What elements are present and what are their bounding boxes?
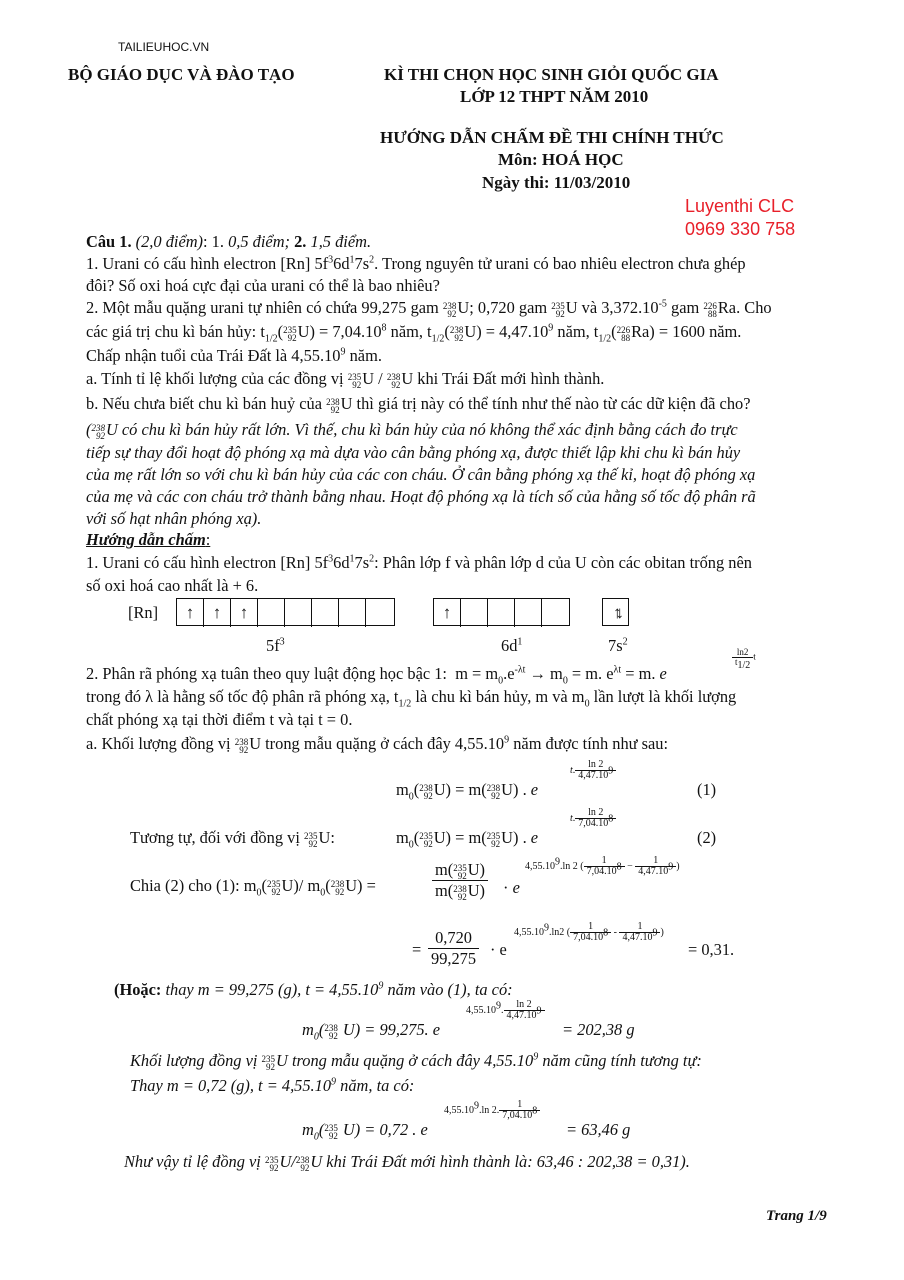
note-line2: tiếp sự thay đổi hoạt độ phóng xạ mà dựa vào cân bằng phóng xạ, được thiết lập khi chu kì bán hủy	[86, 443, 741, 462]
orbital-5f-8	[366, 599, 394, 627]
alt-line2: Khối lượng đồng vị 235 92 U trong mẫu quặng ở cách đây 4,55.10$^9$ năm cũng tính tương tự:	[130, 1051, 702, 1072]
orbital-7s-label: $7s^2$	[608, 636, 628, 655]
note-line4: của mẹ và các con cháu trở thành bằng nhau. Hoạt độ phóng xạ là tích số của hằng số tốc độ phân rã	[86, 487, 756, 506]
watermark-phone: 0969 330 758	[685, 219, 796, 239]
equation-2: $m_0$( 235 92 U) = m( 235 92 U) . e	[396, 828, 539, 851]
watermark-name: Luyenthi CLC	[685, 196, 795, 216]
q2a-text: a. Tính tỉ lệ khối lượng của các đồng vị 235 92 U / 238 92 U khi Trái Đất mới hình thành.	[86, 369, 605, 390]
guide-title: HƯỚNG DẪN CHẤM ĐỀ THI CHÍNH THỨC	[380, 128, 724, 147]
a2-line1: 2. Phân rã phóng xạ tuân theo quy luật động học bậc 1: $m = m_0.e^{-\lambda t} \to m_0 = m$. $e^{\lambda t} = m$. e	[86, 664, 667, 687]
orbital-5f-3: ↑	[231, 599, 258, 627]
q2-text-line2: các giá trị chu kì bán hủy: $t_{1/2}$( 235 92 $U) = 7,04.10^8$ năm, $t_{1/2}$( 238 92 $U) = 4,47.10^9$ năm, $t_{1/2}$( 226 88 Ra) = 1600 năm.	[86, 322, 742, 345]
decay-exponent: $\frac{\ln 2}{t_{1/2}}$ t	[732, 648, 756, 667]
question-heading: Câu 1. (2,0 điểm): 1. 0,5 điểm; 2. 1,5 điểm.	[86, 232, 372, 251]
q2-text-line1: 2. Một mẫu quặng urani tự nhiên có chứa 99,275 gam 238 92 U; 0,720 gam 235 92 U và $3,372.10^{-5}$ gam 226 88 Ra. Cho	[86, 298, 772, 319]
orbital-5f-box	[176, 598, 395, 626]
site-name: TAILIEUHOC.VN	[118, 40, 210, 54]
orbital-6d-3	[488, 599, 515, 627]
page-number: Trang 1/9	[766, 1208, 827, 1224]
orbital-5f-1: ↑	[177, 599, 204, 627]
equation-4-fraction: $\frac{0,720}{99,275}$	[428, 928, 479, 969]
equation-4-eq: =	[412, 940, 422, 959]
equation-3-dot: · e	[503, 878, 520, 897]
orbital-6d-box	[433, 598, 570, 626]
note-line3: của mẹ rất lớn so với chu kì bán hủy của các con cháu. Ở cân bằng phóng xạ thế kỉ, hoạt độ phóng xạ	[86, 465, 756, 484]
equation-2-label: (2)	[697, 828, 717, 847]
alt-equation-2-result: = 63,46 g	[566, 1120, 631, 1139]
orbital-7s-box	[602, 598, 629, 626]
alt-equation-2-exponent: 4,55.10$^9$.ln 2. $\frac{1}{7,04.10^8}$	[444, 1100, 540, 1121]
equation-3-lead: Chia (2) cho (1): $m_0$( 235 92 U)/ $m_0$( 238 92 U) =	[130, 876, 376, 899]
orbital-core-label: [Rn]	[128, 603, 159, 622]
orbital-5f-4	[258, 599, 285, 627]
orbital-6d-4	[515, 599, 542, 627]
ministry-name: BỘ GIÁO DỤC VÀ ĐÀO TẠO	[68, 65, 295, 84]
a1-line1: 1. Urani có cấu hình electron [Rn] $5f^36d^17s^2$: Phân lớp f và phân lớp d của U còn các obitan trống nên	[86, 553, 752, 572]
alt-equation-2: $m_0$( 235 92 U) = 0,72 . e	[302, 1120, 428, 1143]
orbital-6d-2	[461, 599, 488, 627]
orbital-5f-6	[312, 599, 339, 627]
a1-line2: số oxi hoá cao nhất là + 6.	[86, 576, 259, 595]
note-line1: ( 238 92 U có chu kì bán hủy rất lớn. Vì thế, chu kì bán hủy của nó không thể xác định bằng cách đo trực	[86, 420, 738, 441]
orbital-6d-5	[542, 599, 569, 627]
equation-1: $m_0$( 238 92 U) = m( 238 92 U) . e	[396, 780, 539, 803]
equation-1-label: (1)	[697, 780, 717, 799]
orbital-5f-label: $5f^3$	[266, 636, 285, 655]
guide-heading: Hướng dẫn chấm:	[86, 530, 211, 549]
orbital-5f-2: ↑	[204, 599, 231, 627]
equation-2-lead: Tương tự, đối với đồng vị 235 92 U:	[130, 828, 335, 849]
alt-equation-1: $m_0$( 238 92 U) = 99,275. e	[302, 1020, 441, 1043]
note-line5: với số hạt nhân phóng xạ).	[86, 509, 262, 528]
orbital-6d-label: $6d^1$	[501, 636, 523, 655]
equation-4-dot: · e	[490, 940, 507, 959]
alt-equation-1-exponent: 4,55.10$^9$. $\frac{\ln 2}{4,47.10^9}$	[466, 1000, 545, 1021]
q2b-text: b. Nếu chưa biết chu kì bán huỷ của 238 92 U thì giá trị này có thể tính như thế nào từ các dữ kiện đã cho?	[86, 394, 751, 415]
orbital-7s-1: ↑↓	[613, 603, 618, 622]
alt-line3: Thay m = 0,72 (g), $t = 4,55.10^9$ năm, ta có:	[130, 1076, 415, 1095]
orbital-6d-1: ↑	[434, 599, 461, 627]
equation-4-exponent: 4,55.10$^9$.ln2 ( $\frac{1}{7,04.10^8}$ - $\frac{1}{4,47.10^9}$ )	[514, 921, 664, 943]
equation-4-result: = 0,31.	[688, 940, 735, 959]
subject: Môn: HOÁ HỌC	[498, 150, 624, 169]
exam-title: KÌ THI CHỌN HỌC SINH GIỎI QUỐC GIA	[384, 65, 719, 84]
exam-date: Ngày thi: 11/03/2010	[482, 173, 631, 192]
orbital-5f-5	[285, 599, 312, 627]
equation-3-fraction: m( 235 92 U) m( 238 92 U)	[432, 860, 488, 901]
a2-line2: trong đó λ là hằng số tốc độ phân rã phóng xạ, $t_{1/2}$ là chu kì bán hủy, m và $m_0$ lần lượt là khối lượng	[86, 687, 737, 710]
equation-1-exponent: t. $\frac{\ln 2}{4,47.10^9}$	[570, 760, 616, 781]
a2-line3: chất phóng xạ tại thời điểm t và tại t = 0.	[86, 710, 353, 729]
q1-text-line2: đôi? Số oxi hoá cực đại của urani có thể là bao nhiêu?	[86, 276, 440, 295]
alt-equation-1-result: = 202,38 g	[562, 1020, 635, 1039]
q2-text-line3: Chấp nhận tuổi của Trái Đất là 4,55.10$^9$ năm.	[86, 346, 382, 365]
a2a-line: a. Khối lượng đồng vị 238 92 U trong mẫu quặng ở cách đây 4,55.10$^9$ năm được tính như sau:	[86, 734, 669, 755]
orbital-5f-7	[339, 599, 366, 627]
q1-text-line1: 1. Urani có cấu hình electron [Rn] $5f^36d^17s^2$. Trong nguyên tử urani có bao nhiêu electron chưa ghép	[86, 254, 746, 273]
exam-grade: LỚP 12 THPT NĂM 2010	[460, 87, 649, 106]
alt-line1: (Hoặc: thay m = 99,275 (g), $t = 4,55.10^9$ năm vào (1), ta có:	[114, 980, 513, 999]
equation-3-exponent: 4,55.10$^9$.ln 2 ( $\frac{1}{7,04.10^8}$ − $\frac{1}{4,47.10^9}$ )	[525, 855, 680, 877]
equation-2-exponent: t. $\frac{\ln 2}{7,04.10^8}$	[570, 808, 616, 829]
alt-line4: Như vậy tỉ lệ đồng vị 235 92 U/ 238 92 U khi Trái Đất mới hình thành là: 63,46 : 202,38 = 0,31).	[124, 1152, 690, 1173]
